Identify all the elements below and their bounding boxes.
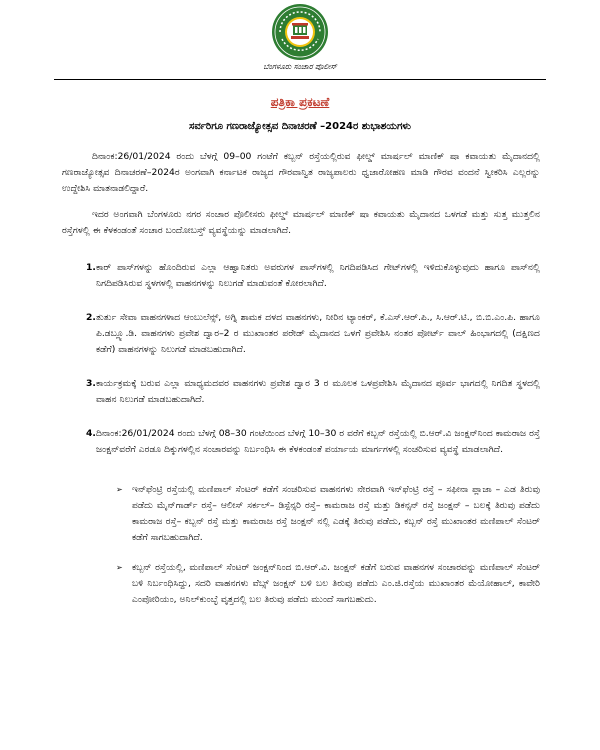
alternate-routes-list (62, 482, 540, 608)
department-name: ಬೆಂಗಳೂರು ಸಂಚಾರ ಪೊಲೀಸ್ (263, 62, 337, 71)
list-item (62, 260, 540, 292)
route-text: ಇನ್‌ಫೆಂಟ್ರಿ ರಸ್ತೆಯಲ್ಲಿ ಮಣಿಪಾಲ್ ಸೆಂಟರ್ ಕಡೆಗೆ ಸಂಚರಿಸುವ ವಾಹನಗಳು ನೇರವಾಗಿ ಇನ್‌ಫೆಂಟ್ರಿ ರಸ್ತೆ – ಸಫೀನಾ ಪ್ಲಾಜಾ – ಎಡ ತಿರುವು ಪಡೆದು ಮೈನ್‌ಗಾರ್ಡ್ ರಸ್ತೆ– ಆಲೀಸ್ ಸರ್ಕಲ್– ಡಿಸ್ಪೆನ್ಸರಿ ರಸ್ತೆ– ಕಾಮರಾಜ ರಸ್ತೆ ಮತ್ತು ಡಿಕನ್ಸನ್ ರಸ್ತೆ ಜಂಕ್ಷನ್ – ಬಲಕ್ಕೆ ತಿರುವು ಪಡೆದು ಕಾಮರಾಜ ರಸ್ತೆ– ಕಬ್ಬನ್ ರಸ್ತೆ ಮತ್ತು ಕಾಮರಾಜ ರಸ್ತೆ ಜಂಕ್ಷನ್ ನಲ್ಲಿ ಎಡಕ್ಕೆ ತಿರುವು ಪಡೆದು, ಕಬ್ಬನ್ ರಸ್ತೆ ಮುಖಾಂತರ ಮಣಿಪಾಲ್ ಸೆಂಟರ್ ಕಡೆಗೆ ಸಾಗಬಹುದಾಗಿದೆ. (132, 484, 540, 543)
press-note-title: ಪತ್ರಿಕಾ ಪ್ರಕಟಣೆ (270, 95, 330, 109)
route-item (62, 482, 540, 546)
context-paragraph: ಇದರ ಅಂಗವಾಗಿ ಬೆಂಗಳೂರು ನಗರ ಸಂಚಾರ ಪೊಲೀಸರು ಫೀಲ್ಡ್ ಮಾರ್ಷಲ್ ಮಾಣಿಕ್ ಷಾ ಕವಾಯತು ಮೈದಾನದ ಒಳಗಡೆ ಮತ್ತು ಸುತ್ತ ಮುತ್ತಲಿನ ರಸ್ತೆಗಳಲ್ಲಿ ಈ ಕೆಳಕಂಡಂತೆ ಸಂಚಾರ ಬಂದೋಬಸ್ತ್ ವ್ಯವಸ್ಥೆಯನ್ನು ಮಾಡಲಾಗಿದೆ. (62, 209, 540, 236)
item-number: 4. (86, 428, 96, 439)
list-item (62, 310, 540, 358)
press-note-body (62, 149, 540, 608)
list-item (62, 426, 540, 458)
route-item (62, 560, 540, 608)
intro-paragraph: ದಿನಾಂಕ:26/01/2024 ರಂದು ಬೆಳಗ್ಗೆ 09–00 ಗಂಟೆಗೆ ಕಬ್ಬನ್ ರಸ್ತೆಯಲ್ಲಿರುವ ಫೀಲ್ಡ್ ಮಾರ್ಷಲ್ ಮಾಣಿಕ್ ಷಾ ಕವಾಯತು ಮೈದಾನದಲ್ಲಿ ಗಣರಾಜ್ಯೋತ್ಸವ ದಿನಾಚರಣೆ–2024ರ ಅಂಗವಾಗಿ ಕರ್ನಾಟಕ ರಾಜ್ಯದ ಗೌರವಾನ್ವಿತ ರಾಜ್ಯಪಾಲರು ಧ್ವಜಾರೋಹಣ ಮಾಡಿ ಗೌರವ ವಂದನೆ ಸ್ವೀಕರಿಸಿ ಎಲ್ಲರನ್ನು ಉದ್ದೇಶಿಸಿ ಮಾತನಾಡಲಿದ್ದಾರೆ. (62, 151, 540, 194)
police-emblem-logo (271, 3, 329, 61)
header-divider (54, 79, 546, 80)
item-text: ಕಾರ್ ಪಾಸ್‌ಗಳನ್ನು ಹೊಂದಿರುವ ಎಲ್ಲಾ ಆಹ್ವಾನಿತರು ಅವರುಗಳ ಪಾಸ್‌ಗಳಲ್ಲಿ ನಿಗದಿಪಡಿಸಿದ ಗೇಟ್‌ಗಳಲ್ಲಿ ಇಳಿದುಕೊಳ್ಳುವುದು ಹಾಗೂ ಪಾಸ್‌ನಲ್ಲಿ ನಿಗದಿಪಡಿಸಿರುವ ಸ್ಥಳಗಳಲ್ಲಿ ವಾಹನಗಳನ್ನು ನಿಲುಗಡೆ ಮಾಡುವಂತೆ ಕೋರಲಾಗಿದೆ. (96, 262, 540, 289)
republic-day-greeting: ಸರ್ವರಿಗೂ ಗಣರಾಜ್ಯೋತ್ಸವ ದಿನಾಚರಣೆ –2024ರ ಶುಭಾಶಯಗಳು (189, 121, 411, 132)
list-item (62, 376, 540, 408)
arrow-bullet-icon: ➢ (116, 485, 123, 494)
arrow-bullet-icon: ➢ (116, 563, 123, 572)
item-text: ತುರ್ತು ಸೇವಾ ವಾಹನಗಳಾದ ಆಂಬುಲೆನ್ಸ್, ಅಗ್ನಿ ಶಾಮಕ ದಳದ ವಾಹನಗಳು, ನೀರಿನ ಟ್ಯಾಂಕರ್, ಕೆ.ಎಸ್.ಆರ್.ಪಿ., ಸಿ.ಆರ್.ಟಿ., ಬಿ.ಬಿ.ಎಂ.ಪಿ. ಹಾಗೂ ಪಿ.ಡಬ್ಲ್ಯೂ.ಡಿ. ವಾಹನಗಳು ಪ್ರವೇಶ ದ್ವಾರ–2 ರ ಮುಖಾಂತರ ಪರೇಡ್ ಮೈದಾನದ ಒಳಗೆ ಪ್ರವೇಶಿಸಿ ನಂತರ ಪೋರ್ಟ್ ವಾಲ್ ಹಿಂಭಾಗದಲ್ಲಿ (ದಕ್ಷಿಣದ ಕಡೆಗೆ) ವಾಹನಗಳನ್ನು ನಿಲುಗಡೆ ಮಾಡಬಹುದಾಗಿದೆ. (96, 312, 540, 355)
traffic-arrangement-list (62, 260, 540, 458)
item-text: ಕಾರ್ಯಕ್ರಮಕ್ಕೆ ಬರುವ ಎಲ್ಲಾ ಮಾಧ್ಯಮದವರ ವಾಹನಗಳು ಪ್ರವೇಶ ದ್ವಾರ 3 ರ ಮೂಲಕ ಒಳಪ್ರವೇಶಿಸಿ ಮೈದಾನದ ಪೂರ್ವ ಭಾಗದಲ್ಲಿ ನಿಗದಿತ ಸ್ಥಳದಲ್ಲಿ ವಾಹನ ನಿಲುಗಡೆ ಮಾಡಬಹುದಾಗಿದೆ. (96, 378, 540, 405)
item-number: 3. (86, 378, 96, 389)
item-number: 1. (86, 262, 96, 273)
item-number: 2. (86, 312, 96, 323)
route-text: ಕಬ್ಬನ್ ರಸ್ತೆಯಲ್ಲಿ, ಮಣಿಪಾಲ್ ಸೆಂಟರ್ ಜಂಕ್ಷನ್‌ನಿಂದ ಬಿ.ಆರ್.ವಿ. ಜಂಕ್ಷನ್ ಕಡೆಗೆ ಬರುವ ವಾಹನಗಳ ಸಂಚಾರವನ್ನು ಮಣಿಪಾಲ್ ಸೆಂಟರ್ ಬಳಿ ನಿರ್ಬಂಧಿಸಿದ್ದು, ಸದರಿ ವಾಹನಗಳು ವೆಬ್ಸ್ ಜಂಕ್ಷನ್ ಬಳಿ ಬಲ ತಿರುವು ಪಡೆದು ಎಂ.ಜಿ.ರಸ್ತೆಯ ಮುಖಾಂತರ ಮೆಯೋಹಾಲ್, ಕಾವೇರಿ ಎಂಪೋರಿಯಂ, ಅನಿಲ್‌ಕುಂಬ್ಳೆ ವೃತ್ತದಲ್ಲಿ ಬಲ ತಿರುವು ಪಡೆದು ಮುಂದೆ ಸಾಗಬಹುದು. (132, 562, 540, 605)
item-text: ದಿನಾಂಕ:26/01/2024 ರಂದು ಬೆಳಗ್ಗೆ 08–30 ಗಂಟೆಯಿಂದ ಬೆಳಗ್ಗೆ 10–30 ರ ವರೆಗೆ ಕಬ್ಬನ್ ರಸ್ತೆಯಲ್ಲಿ ಬಿ.ಆರ್.ವಿ ಜಂಕ್ಷನ್‌ನಿಂದ ಕಾಮರಾಜ ರಸ್ತೆ ಜಂಕ್ಷನ್‌ವರೆಗೆ ಎರಡೂ ದಿಕ್ಕುಗಳಲ್ಲಿನ ಸಂಚಾರವನ್ನು ನಿರ್ಬಂಧಿಸಿ ಈ ಕೆಳಕಂಡಂತೆ ಪರ್ಯಾಯ ಮಾರ್ಗಗಳಲ್ಲಿ ಸಂಚರಿಸುವ ವ್ಯವಸ್ಥೆ ಮಾಡಲಾಗಿದೆ. (96, 428, 540, 455)
